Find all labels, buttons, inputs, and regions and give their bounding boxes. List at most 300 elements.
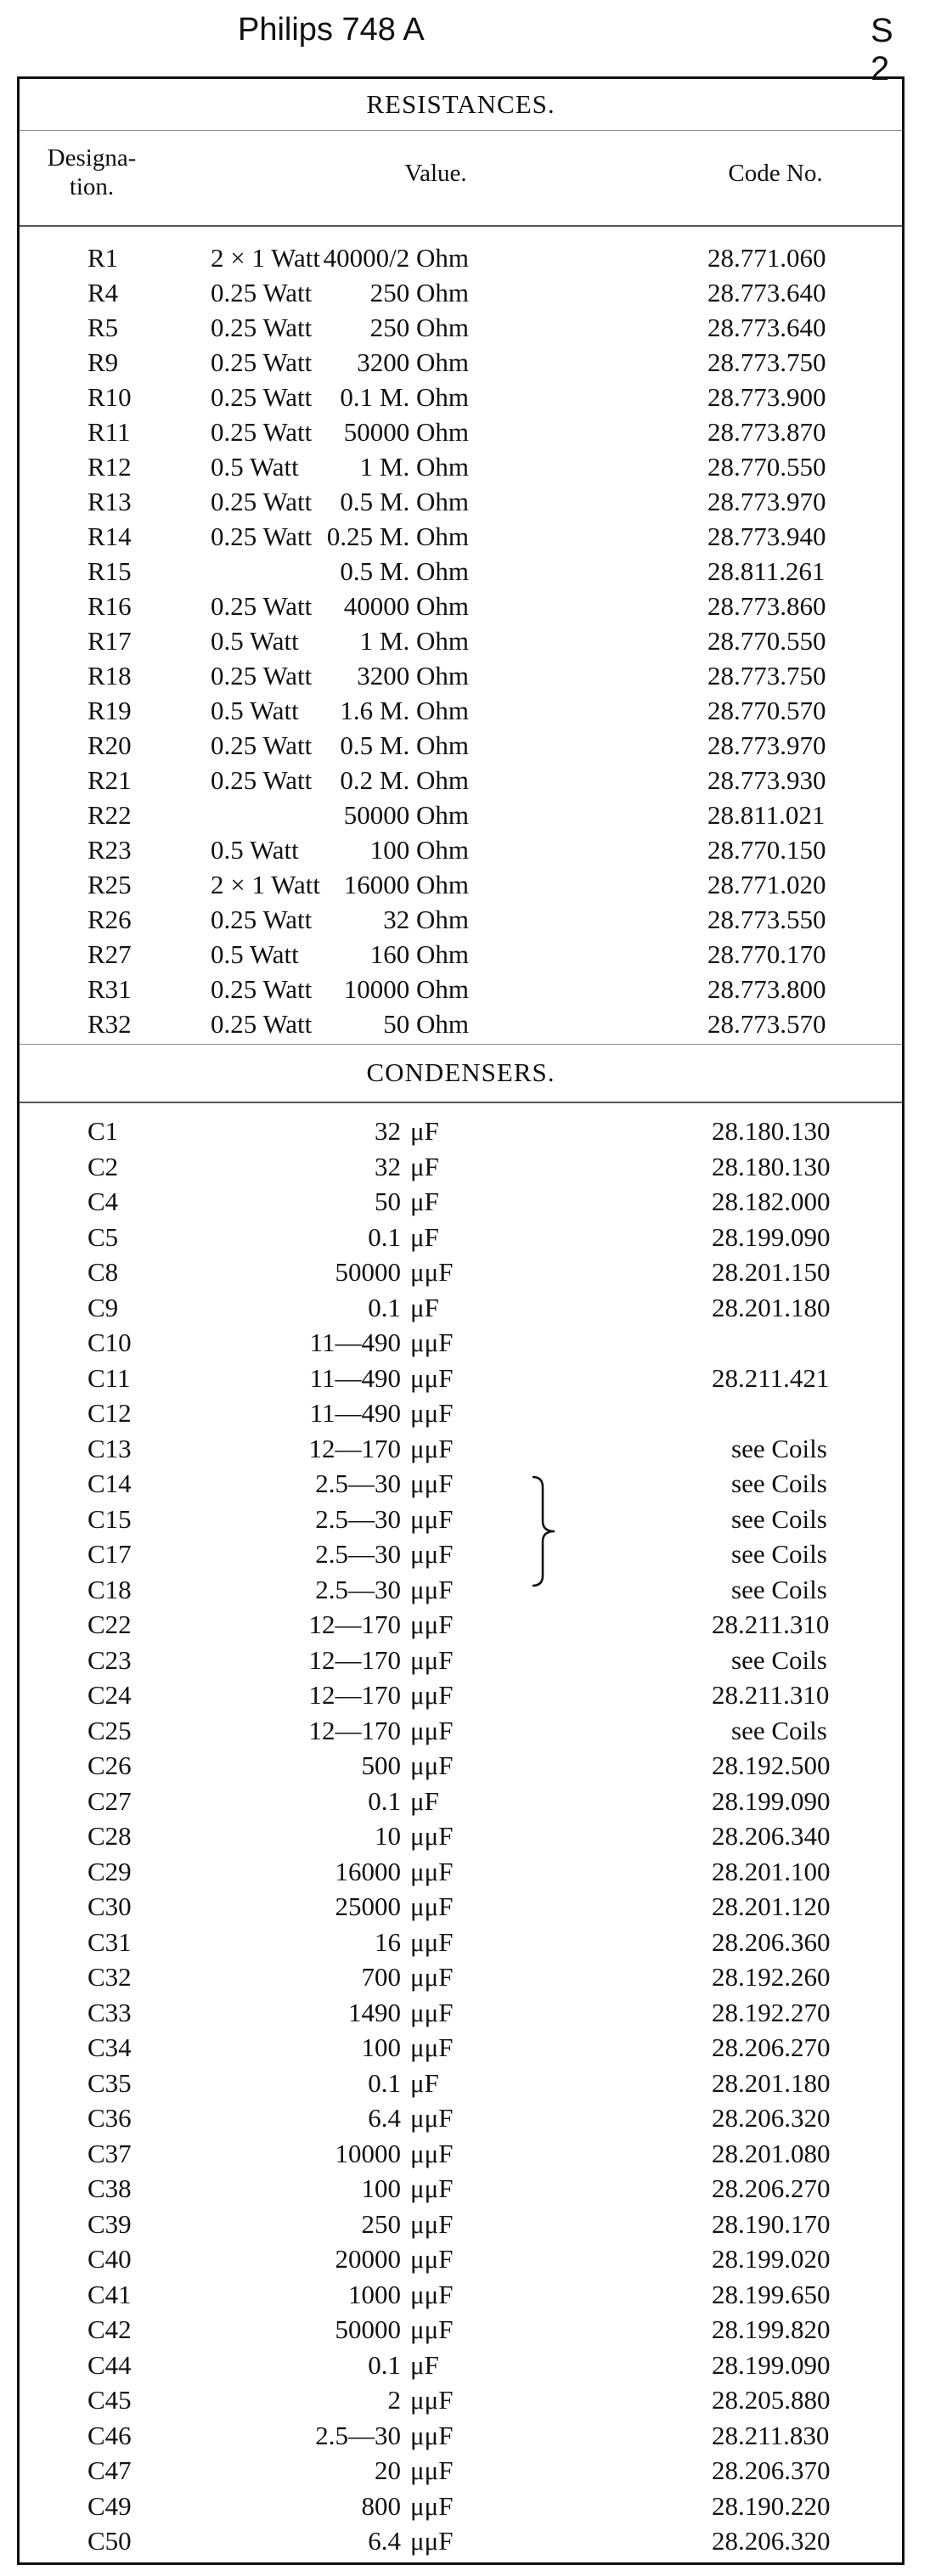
code-number: 28.199.020 — [712, 2244, 831, 2274]
capacitance-unit: μμF — [410, 1503, 454, 1534]
capacitance-value: 0.1 — [368, 1292, 401, 1322]
code-number: 28.201.180 — [712, 1292, 831, 1322]
wattage: 0.5 Watt — [211, 939, 299, 969]
capacitance-unit: μμF — [410, 1856, 454, 1886]
wattage: 0.25 Watt — [211, 765, 313, 795]
resistance-value: 0.25 M. Ohm — [326, 521, 469, 551]
capacitance-unit: μμF — [410, 2526, 454, 2556]
capacitance-value: 100 — [361, 2032, 401, 2062]
condenser-row — [20, 1995, 902, 2030]
condenser-row — [20, 1361, 902, 1395]
designation: C31 — [87, 1926, 132, 1957]
capacitance-value: 16000 — [335, 1856, 401, 1886]
capacitance-value: 0.1 — [368, 2349, 401, 2380]
code-number: 28.770.570 — [707, 696, 826, 725]
code-number: 28.190.170 — [712, 2208, 831, 2239]
capacitance-unit: μμF — [410, 1962, 454, 1992]
resistance-row — [20, 798, 902, 832]
capacitance-unit: μμF — [410, 1362, 454, 1393]
code-number: 28.201.080 — [712, 2138, 831, 2168]
designation: R15 — [87, 556, 132, 586]
designation: C46 — [87, 2420, 132, 2450]
capacitance-value: 2.5—30 — [315, 1503, 401, 1534]
code-number: 28.211.310 — [712, 1680, 830, 1710]
designation: C50 — [87, 2526, 132, 2556]
designation: C34 — [87, 2032, 132, 2062]
resistance-row — [20, 902, 902, 937]
designation: C33 — [87, 1997, 132, 2027]
designation: R9 — [87, 347, 119, 377]
designation: R18 — [87, 661, 132, 691]
wattage: 2 × 1 Watt — [211, 243, 320, 273]
code-number: 28.192.260 — [712, 1962, 831, 1992]
resistance-value: 32 Ohm — [383, 905, 469, 934]
designation: C30 — [87, 1891, 132, 1921]
capacitance-value: 6.4 — [368, 2526, 401, 2556]
wattage: 0.25 Watt — [211, 974, 313, 1004]
capacitance-unit: μF — [410, 2349, 439, 2380]
capacitance-unit: μF — [410, 1116, 439, 1146]
code-number: 28.773.870 — [707, 417, 826, 447]
designation: C47 — [87, 2455, 132, 2485]
wattage: 0.25 Watt — [211, 1009, 313, 1039]
designation: C22 — [87, 1609, 132, 1639]
designation: R26 — [87, 905, 132, 934]
page-number: S 2 — [871, 12, 897, 87]
condenser-row — [20, 1254, 902, 1289]
condenser-row — [20, 1290, 902, 1325]
resistance-row — [20, 937, 902, 972]
capacitance-value: 700 — [361, 1962, 401, 1992]
condenser-row — [20, 2312, 902, 2347]
capacitance-value: 1000 — [348, 2279, 401, 2309]
capacitance-value: 1490 — [348, 1997, 401, 2027]
code-number: see Coils — [731, 1574, 827, 1604]
page-header-title: Philips 748 A — [238, 12, 425, 48]
condenser-row — [20, 1466, 902, 1501]
resistance-value: 100 Ohm — [369, 835, 469, 865]
designation: C42 — [87, 2314, 132, 2344]
capacitance-unit: μμF — [410, 1257, 454, 1287]
condenser-row — [20, 1748, 902, 1783]
condenser-row — [20, 2348, 902, 2382]
capacitance-unit: μμF — [410, 2103, 454, 2133]
wattage: 0.25 Watt — [211, 905, 313, 934]
code-number: 28.182.000 — [712, 1187, 831, 1216]
grouping-brace-icon — [529, 1475, 563, 1587]
capacitance-value: 11—490 — [309, 1362, 401, 1393]
code-number: 28.199.820 — [712, 2314, 831, 2344]
capacitance-value: 12—170 — [308, 1609, 401, 1639]
code-number: 28.211.830 — [712, 2420, 830, 2450]
capacitance-unit: μμF — [410, 2420, 454, 2450]
wattage: 0.25 Watt — [211, 278, 313, 307]
resistance-value: 40000 Ohm — [343, 591, 469, 621]
condenser-row — [20, 2489, 902, 2523]
code-number: 28.773.940 — [707, 521, 826, 551]
designation: R10 — [87, 382, 132, 412]
resistance-value: 0.1 M. Ohm — [340, 382, 469, 412]
capacitance-value: 500 — [361, 1750, 401, 1780]
designation: R19 — [87, 696, 132, 725]
capacitance-value: 12—170 — [308, 1644, 401, 1675]
capacitance-value: 6.4 — [368, 2103, 401, 2133]
code-number: 28.201.150 — [712, 1257, 831, 1287]
designation: R21 — [87, 765, 132, 795]
designation: C32 — [87, 1962, 132, 1992]
capacitance-value: 50 — [375, 1187, 401, 1216]
wattage: 0.5 Watt — [211, 835, 299, 865]
resistance-value: 3200 Ohm — [357, 661, 469, 691]
condenser-row — [20, 2030, 902, 2065]
code-number: see Coils — [731, 1468, 827, 1498]
code-number: 28.773.640 — [707, 313, 826, 342]
condenser-row — [20, 1854, 902, 1889]
code-number: 28.211.310 — [712, 1609, 830, 1639]
wattage: 0.25 Watt — [211, 382, 313, 412]
designation: C23 — [87, 1644, 132, 1675]
condenser-row — [20, 2277, 902, 2312]
condenser-row — [20, 1959, 902, 1994]
designation: C1 — [87, 1116, 119, 1146]
code-number: 28.770.550 — [707, 452, 826, 482]
code-number: 28.190.220 — [712, 2490, 831, 2521]
condenser-row — [20, 2100, 902, 2135]
capacitance-unit: μμF — [410, 1680, 454, 1710]
capacitance-unit: μμF — [410, 1327, 454, 1357]
resistance-value: 50000 Ohm — [343, 800, 469, 830]
designation: C12 — [87, 1398, 132, 1428]
capacitance-value: 0.1 — [368, 1221, 401, 1252]
code-number: 28.199.090 — [712, 2349, 831, 2380]
code-number: 28.773.970 — [707, 487, 826, 516]
wattage: 0.25 Watt — [211, 313, 313, 342]
capacitance-unit: μμF — [410, 1891, 454, 1921]
condenser-row — [20, 1643, 902, 1677]
capacitance-value: 100 — [361, 2173, 401, 2203]
wattage: 0.25 Watt — [211, 487, 313, 516]
code-number: 28.211.421 — [712, 1362, 830, 1393]
column-code: Code No. — [728, 160, 823, 187]
capacitance-unit: μμF — [410, 1398, 454, 1428]
condenser-row — [20, 1149, 902, 1184]
code-number: 28.206.370 — [712, 2455, 831, 2485]
capacitance-value: 10 — [375, 1821, 401, 1851]
resistance-row — [20, 449, 902, 484]
code-number: see Coils — [731, 1503, 827, 1534]
wattage: 0.25 Watt — [211, 417, 313, 447]
condenser-row — [20, 2136, 902, 2171]
condenser-row — [20, 1184, 902, 1219]
resistance-row — [20, 1006, 902, 1041]
designation: C40 — [87, 2244, 132, 2274]
capacitance-value: 50000 — [335, 1257, 401, 1287]
condenser-row — [20, 1431, 902, 1466]
capacitance-value: 2 — [387, 2385, 401, 2415]
capacitance-value: 12—170 — [308, 1433, 401, 1463]
code-number: 28.199.090 — [712, 1221, 831, 1252]
capacitance-unit: μμF — [410, 2279, 454, 2309]
code-number: 28.773.930 — [707, 765, 826, 795]
capacitance-value: 2.5—30 — [315, 1468, 401, 1498]
designation: R5 — [87, 313, 119, 342]
capacitance-value: 20000 — [335, 2244, 401, 2274]
condenser-row — [20, 2066, 902, 2100]
condenser-row — [20, 1889, 902, 1924]
code-number: 28.770.550 — [707, 626, 826, 656]
code-number: 28.206.340 — [712, 1821, 831, 1851]
resistance-value: 50 Ohm — [383, 1009, 469, 1039]
capacitance-unit: μμF — [410, 2490, 454, 2521]
capacitance-value: 10000 — [335, 2138, 401, 2168]
resistance-value: 1 M. Ohm — [359, 452, 469, 482]
wattage: 0.5 Watt — [211, 626, 299, 656]
resistance-row — [20, 275, 902, 310]
designation: R12 — [87, 452, 132, 482]
capacitance-value: 12—170 — [308, 1680, 401, 1710]
capacitance-value: 2.5—30 — [315, 1539, 401, 1569]
column-value: Value. — [404, 160, 467, 187]
resistance-value: 10000 Ohm — [343, 974, 469, 1004]
capacitance-value: 16 — [375, 1926, 401, 1957]
resistance-row — [20, 519, 902, 554]
condensers-heading: CONDENSERS. — [366, 1057, 555, 1087]
code-number: 28.811.021 — [707, 800, 826, 830]
capacitance-unit: μμF — [410, 2455, 454, 2485]
condenser-row — [20, 1502, 902, 1536]
code-number: see Coils — [731, 1433, 827, 1463]
code-number: 28.180.130 — [712, 1116, 831, 1146]
code-number: 28.773.800 — [707, 974, 826, 1004]
capacitance-value: 50000 — [335, 2314, 401, 2344]
designation: C36 — [87, 2103, 132, 2133]
condenser-row — [20, 1536, 902, 1571]
designation: C29 — [87, 1856, 132, 1886]
designation: C15 — [87, 1503, 132, 1534]
designation: C28 — [87, 1821, 132, 1851]
resistance-row — [20, 484, 902, 519]
code-number: 28.206.360 — [712, 1926, 831, 1957]
designation: R1 — [87, 243, 119, 273]
code-number: 28.773.900 — [707, 382, 826, 412]
capacitance-value: 2.5—30 — [315, 2420, 401, 2450]
wattage: 0.25 Watt — [211, 661, 313, 691]
divider — [20, 1044, 902, 1045]
capacitance-unit: μμF — [410, 1433, 454, 1463]
code-number: 28.192.270 — [712, 1997, 831, 2027]
resistance-value: 3200 Ohm — [357, 347, 469, 377]
designation: C18 — [87, 1574, 132, 1604]
condenser-row — [20, 2241, 902, 2276]
condenser-row — [20, 1572, 902, 1607]
capacitance-unit: μF — [410, 1785, 439, 1816]
designation: C35 — [87, 2067, 132, 2098]
designation: R22 — [87, 800, 132, 830]
designation: C41 — [87, 2279, 132, 2309]
condenser-row — [20, 1677, 902, 1712]
designation: C17 — [87, 1539, 132, 1569]
column-designation: Designa- tion. — [47, 144, 137, 200]
parts-table — [17, 76, 905, 2565]
header-divider — [20, 225, 902, 227]
code-number: 28.771.020 — [707, 870, 826, 899]
resistance-row — [20, 763, 902, 798]
designation: R23 — [87, 835, 132, 865]
capacitance-value: 0.1 — [368, 1785, 401, 1816]
resistances-heading: RESISTANCES. — [366, 89, 555, 119]
condenser-row — [20, 1818, 902, 1853]
resistance-row — [20, 658, 902, 693]
capacitance-unit: μF — [410, 2067, 439, 2098]
resistance-row — [20, 554, 902, 589]
resistance-row — [20, 380, 902, 414]
divider — [20, 130, 902, 131]
designation: R20 — [87, 730, 132, 760]
capacitance-unit: μμF — [410, 2138, 454, 2168]
capacitance-value: 11—490 — [309, 1398, 401, 1428]
resistance-value: 0.2 M. Ohm — [340, 765, 469, 795]
resistance-row — [20, 414, 902, 449]
resistance-value: 40000/2 Ohm — [323, 243, 469, 273]
resistance-value: 0.5 M. Ohm — [340, 730, 469, 760]
resistance-value: 250 Ohm — [369, 313, 469, 342]
capacitance-unit: μμF — [410, 1609, 454, 1639]
resistance-value: 0.5 M. Ohm — [340, 487, 469, 516]
condenser-row — [20, 1925, 902, 1959]
capacitance-value: 25000 — [335, 1891, 401, 1921]
capacitance-unit: μμF — [410, 1574, 454, 1604]
designation: C2 — [87, 1151, 119, 1181]
designation: C37 — [87, 2138, 132, 2168]
capacitance-value: 2.5—30 — [315, 1574, 401, 1604]
resistance-row — [20, 972, 902, 1006]
code-number: 28.206.320 — [712, 2103, 831, 2133]
designation: R32 — [87, 1009, 132, 1039]
wattage: 0.5 Watt — [211, 696, 299, 725]
capacitance-unit: μμF — [410, 2032, 454, 2062]
resistance-row — [20, 345, 902, 380]
designation: C49 — [87, 2490, 132, 2521]
condenser-row — [20, 2171, 902, 2206]
code-number: 28.773.550 — [707, 905, 826, 934]
designation: C10 — [87, 1327, 132, 1357]
capacitance-value: 20 — [375, 2455, 401, 2485]
designation: R13 — [87, 487, 132, 516]
code-number: 28.199.650 — [712, 2279, 831, 2309]
code-number: 28.199.090 — [712, 1785, 831, 1816]
capacitance-value: 0.1 — [368, 2067, 401, 2098]
code-number: 28.773.970 — [707, 730, 826, 760]
code-number: 28.201.180 — [712, 2067, 831, 2098]
wattage: 2 × 1 Watt — [211, 870, 320, 899]
designation: R31 — [87, 974, 132, 1004]
code-number: see Coils — [731, 1715, 827, 1745]
capacitance-value: 32 — [375, 1116, 401, 1146]
resistance-row — [20, 310, 902, 345]
resistance-row — [20, 240, 902, 275]
capacitance-value: 11—490 — [309, 1327, 401, 1357]
condenser-row — [20, 1325, 902, 1360]
condenser-row — [20, 2207, 902, 2241]
designation: C24 — [87, 1680, 132, 1710]
designation: C11 — [87, 1362, 131, 1393]
capacitance-unit: μμF — [410, 1997, 454, 2027]
code-number: 28.811.261 — [707, 556, 826, 586]
code-number: see Coils — [731, 1539, 827, 1569]
resistance-value: 160 Ohm — [369, 939, 469, 969]
code-number: 28.773.640 — [707, 278, 826, 307]
condenser-row — [20, 1784, 902, 1818]
capacitance-unit: μμF — [410, 1539, 454, 1569]
capacitance-unit: μμF — [410, 1715, 454, 1745]
designation: R16 — [87, 591, 132, 621]
code-number: 28.206.270 — [712, 2173, 831, 2203]
resistance-row — [20, 867, 902, 902]
designation: R11 — [87, 417, 131, 447]
designation: C44 — [87, 2349, 132, 2380]
code-number: 28.770.170 — [707, 939, 826, 969]
condenser-row — [20, 1220, 902, 1254]
capacitance-unit: μF — [410, 1292, 439, 1322]
divider — [20, 1102, 902, 1103]
wattage: 0.5 Watt — [211, 452, 299, 482]
designation: C14 — [87, 1468, 132, 1498]
designation: C27 — [87, 1785, 132, 1816]
resistance-value: 0.5 M. Ohm — [340, 556, 469, 586]
code-number: see Coils — [731, 1644, 827, 1675]
designation: R17 — [87, 626, 132, 656]
designation: C26 — [87, 1750, 132, 1780]
capacitance-unit: μμF — [410, 2385, 454, 2415]
capacitance-value: 250 — [361, 2208, 401, 2239]
designation: C25 — [87, 1715, 132, 1745]
designation: C9 — [87, 1292, 119, 1322]
resistance-value: 250 Ohm — [369, 278, 469, 307]
designation: C39 — [87, 2208, 132, 2239]
code-number: 28.770.150 — [707, 835, 826, 865]
condenser-row — [20, 2382, 902, 2417]
designation: C13 — [87, 1433, 132, 1463]
condenser-row — [20, 1113, 902, 1148]
condenser-row — [20, 1713, 902, 1748]
designation: R4 — [87, 278, 119, 307]
code-number: 28.201.100 — [712, 1856, 831, 1886]
code-number: 28.206.320 — [712, 2526, 831, 2556]
wattage: 0.25 Watt — [211, 347, 313, 377]
resistance-row — [20, 693, 902, 728]
condenser-row — [20, 2418, 902, 2453]
capacitance-unit: μμF — [410, 1821, 454, 1851]
designation: C8 — [87, 1257, 119, 1287]
capacitance-value: 800 — [361, 2490, 401, 2521]
code-number: 28.180.130 — [712, 1151, 831, 1181]
condenser-row — [20, 1395, 902, 1430]
resistance-row — [20, 623, 902, 658]
resistance-value: 16000 Ohm — [343, 870, 469, 899]
resistance-row — [20, 728, 902, 763]
capacitance-unit: μμF — [410, 2314, 454, 2344]
code-number: 28.206.270 — [712, 2032, 831, 2062]
capacitance-unit: μF — [410, 1187, 439, 1216]
resistance-value: 1.6 M. Ohm — [340, 696, 469, 725]
capacitance-unit: μμF — [410, 2244, 454, 2274]
wattage: 0.25 Watt — [211, 591, 313, 621]
capacitance-unit: μμF — [410, 2208, 454, 2239]
designation: C5 — [87, 1221, 119, 1252]
resistance-value: 50000 Ohm — [343, 417, 469, 447]
wattage: 0.25 Watt — [211, 730, 313, 760]
wattage: 0.25 Watt — [211, 521, 313, 551]
